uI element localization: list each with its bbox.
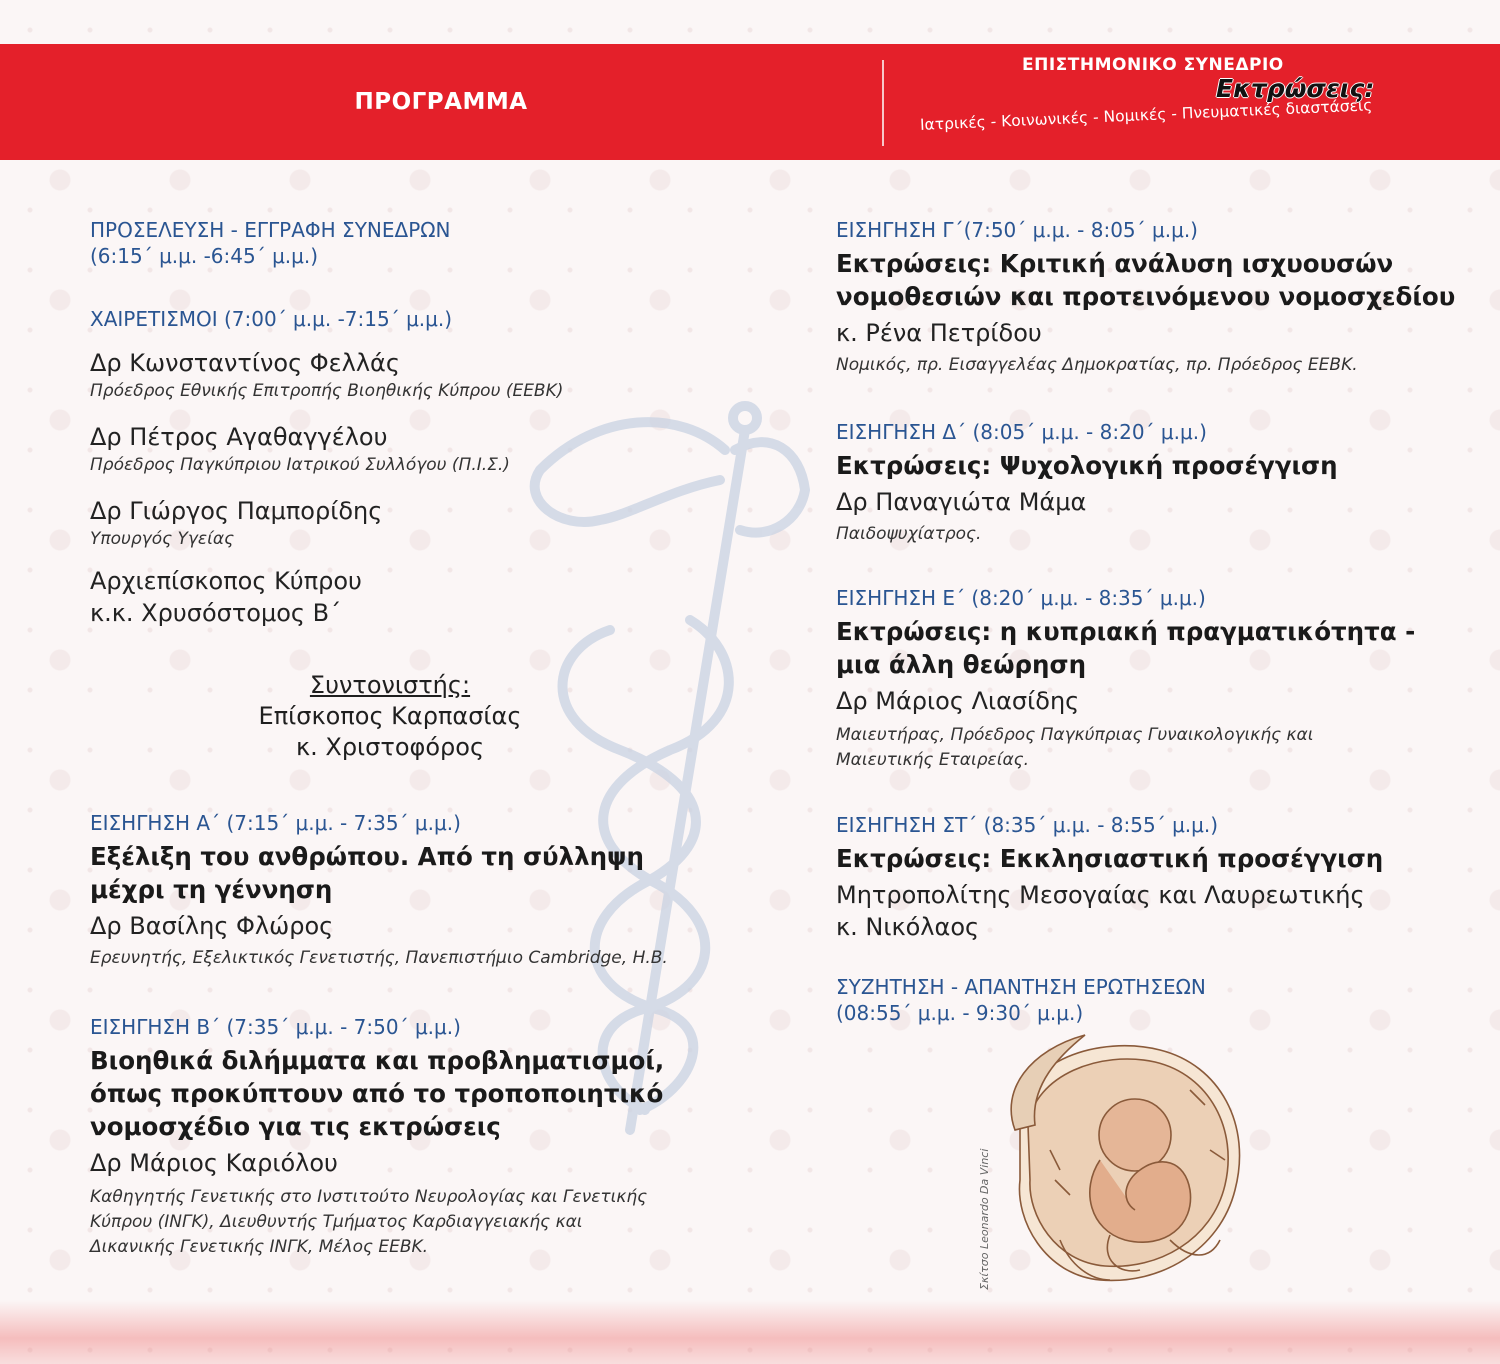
- talk-a-role: Ερευνητής, Εξελικτικός Γενετιστής, Πανεπιστήμιο Cambridge, Η.Β.: [90, 948, 668, 968]
- greeting-person: [90, 495, 810, 552]
- talk-a-heading: ΕΙΣΗΓΗΣΗ Α΄ (7:15΄ μ.μ. - 7:35΄ μ.μ.): [90, 811, 461, 835]
- coordinator-section: [90, 670, 690, 763]
- talk-f-section: [836, 812, 1456, 943]
- talk-b-title-line3: νομοσχέδιο για τις εκτρώσεις: [90, 1112, 501, 1141]
- talk-c-section: [836, 217, 1456, 378]
- header-divider: [882, 60, 884, 146]
- coordinator-label: Συντονιστής:: [309, 671, 471, 699]
- talk-f-heading: ΕΙΣΗΓΗΣΗ ΣΤ΄ (8:35΄ μ.μ. - 8:55΄ μ.μ.): [836, 813, 1219, 837]
- greeting-person-name: Δρ Κωνσταντίνος Φελλάς: [90, 349, 400, 377]
- talk-b-heading: ΕΙΣΗΓΗΣΗ Β΄ (7:35΄ μ.μ. - 7:50΄ μ.μ.): [90, 1015, 461, 1039]
- talk-a-title-line2: μέχρι τη γέννηση: [90, 875, 333, 904]
- talk-d-role: Παιδοψυχίατρος.: [836, 524, 982, 544]
- talk-e-section: [836, 585, 1456, 773]
- discussion-time: (08:55΄ μ.μ. - 9:30΄ μ.μ.): [836, 1001, 1084, 1025]
- talk-e-title: Εκτρώσεις: η κυπριακή πραγματικότητα -: [836, 617, 1416, 646]
- conference-title: Εκτρώσεις:: [1216, 74, 1375, 103]
- greeting-person: [90, 347, 810, 404]
- talk-e-role-line2: Μαιευτικής Εταιρείας.: [836, 750, 1030, 770]
- greeting-person-role: Υπουργός Υγείας: [90, 529, 235, 549]
- talk-a-speaker: Δρ Βασίλης Φλώρος: [90, 912, 334, 940]
- talk-b-section: [90, 1014, 810, 1260]
- sketch-credit: Σκίτσο Leonardo Da Vinci: [978, 1148, 991, 1290]
- talk-c-title-line2: νομοθεσιών και προτεινόμενου νομοσχεδίου: [836, 282, 1456, 311]
- talk-a-section: [90, 810, 810, 971]
- talk-b-title: Βιοηθικά διλήμματα και προβληματισμοί,: [90, 1046, 665, 1075]
- greeting-person-role: Πρόεδρος Παγκύπριου Ιατρικού Συλλόγου (Π.Ι.Σ.): [90, 455, 510, 475]
- talk-a-title: Εξέλιξη του ανθρώπου. Από τη σύλληψη: [90, 842, 644, 871]
- greeting-person-role: Πρόεδρος Εθνικής Επιτροπής Βιοηθικής Κύπρου (ΕΕΒΚ): [90, 381, 564, 401]
- talk-b-speaker: Δρ Μάριος Καριόλου: [90, 1149, 338, 1177]
- greeting-person: [90, 565, 810, 629]
- talk-f-speaker-line2: κ. Νικόλαος: [836, 913, 980, 941]
- coordinator-name-line2: κ. Χριστοφόρος: [295, 733, 485, 761]
- greeting-person: [90, 421, 810, 478]
- talk-d-title: Εκτρώσεις: Ψυχολογική προσέγγιση: [836, 451, 1338, 480]
- talk-f-speaker: Μητροπολίτης Μεσογαίας και Λαυρεωτικής: [836, 881, 1365, 909]
- greetings-heading: ΧΑΙΡΕΤΙΣΜΟΙ (7:00΄ μ.μ. -7:15΄ μ.μ.): [90, 307, 453, 331]
- greeting-person-name: Δρ Πέτρος Αγαθαγγέλου: [90, 423, 388, 451]
- greeting-person-name: Δρ Γιώργος Παμπορίδης: [90, 497, 383, 525]
- talk-e-role: Μαιευτήρας, Πρόεδρος Παγκύπριας Γυναικολογικής και: [836, 725, 1314, 745]
- talk-e-title-line2: μια άλλη θεώρηση: [836, 650, 1087, 679]
- conference-label: ΕΠΙΣΤΗΜΟΝΙΚΟ ΣΥΝΕΔΡΙΟ: [1022, 55, 1284, 75]
- talk-d-section: [836, 419, 1456, 547]
- greeting-person-name: Αρχιεπίσκοπος Κύπρου: [90, 567, 362, 595]
- talk-f-title: Εκτρώσεις: Εκκλησιαστική προσέγγιση: [836, 844, 1384, 873]
- bottom-gradient-bar: [0, 1300, 1500, 1364]
- fetus-sketch-illustration: [990, 1030, 1260, 1300]
- talk-b-title-line2: όπως προκύπτουν από το τροποποιητικό: [90, 1079, 664, 1108]
- greeting-person-name-line2: κ.κ. Χρυσόστομος Β΄: [90, 599, 342, 627]
- arrival-section: [90, 217, 810, 269]
- talk-d-heading: ΕΙΣΗΓΗΣΗ Δ΄ (8:05΄ μ.μ. - 8:20΄ μ.μ.): [836, 420, 1207, 444]
- talk-c-speaker: κ. Ρένα Πετρίδου: [836, 319, 1042, 347]
- talk-b-role: Καθηγητής Γενετικής στο Ινστιτούτο Νευρολογίας και Γενετικής: [90, 1187, 648, 1207]
- talk-b-role-line2: Κύπρου (ΙΝΓΚ), Διευθυντής Τμήματος Καρδιαγγειακής και: [90, 1212, 583, 1232]
- discussion-heading: ΣΥΖΗΤΗΣΗ - ΑΠΑΝΤΗΣΗ ΕΡΩΤΗΣΕΩΝ: [836, 975, 1206, 999]
- coordinator-name: Επίσκοπος Καρπασίας: [258, 702, 522, 730]
- talk-e-speaker: Δρ Μάριος Λιασίδης: [836, 687, 1080, 715]
- talk-c-title: Εκτρώσεις: Κριτική ανάλυση ισχυουσών: [836, 249, 1394, 278]
- talk-e-heading: ΕΙΣΗΓΗΣΗ Ε΄ (8:20΄ μ.μ. - 8:35΄ μ.μ.): [836, 586, 1206, 610]
- arrival-heading: ΠΡΟΣΕΛΕΥΣΗ - ΕΓΓΡΑΦΗ ΣΥΝΕΔΡΩΝ: [90, 218, 451, 242]
- program-title: ΠΡΟΓΡΑΜΜΑ: [354, 89, 528, 115]
- greetings-section: [90, 306, 810, 332]
- talk-c-role: Νομικός, πρ. Εισαγγελέας Δημοκρατίας, πρ. Πρόεδρος ΕΕΒΚ.: [836, 355, 1358, 375]
- talk-c-heading: ΕΙΣΗΓΗΣΗ Γ΄(7:50΄ μ.μ. - 8:05΄ μ.μ.): [836, 218, 1198, 242]
- arrival-time: (6:15΄ μ.μ. -6:45΄ μ.μ.): [90, 244, 319, 268]
- talk-b-role-line3: Δικανικής Γενετικής ΙΝΓΚ, Μέλος ΕΕΒΚ.: [90, 1237, 429, 1257]
- conference-subtitle: Ιατρικές - Κοινωνικές - Νομικές - Πνευματικές διαστάσεις: [919, 96, 1373, 134]
- discussion-section: [836, 974, 1456, 1026]
- talk-d-speaker: Δρ Παναγιώτα Μάμα: [836, 488, 1087, 516]
